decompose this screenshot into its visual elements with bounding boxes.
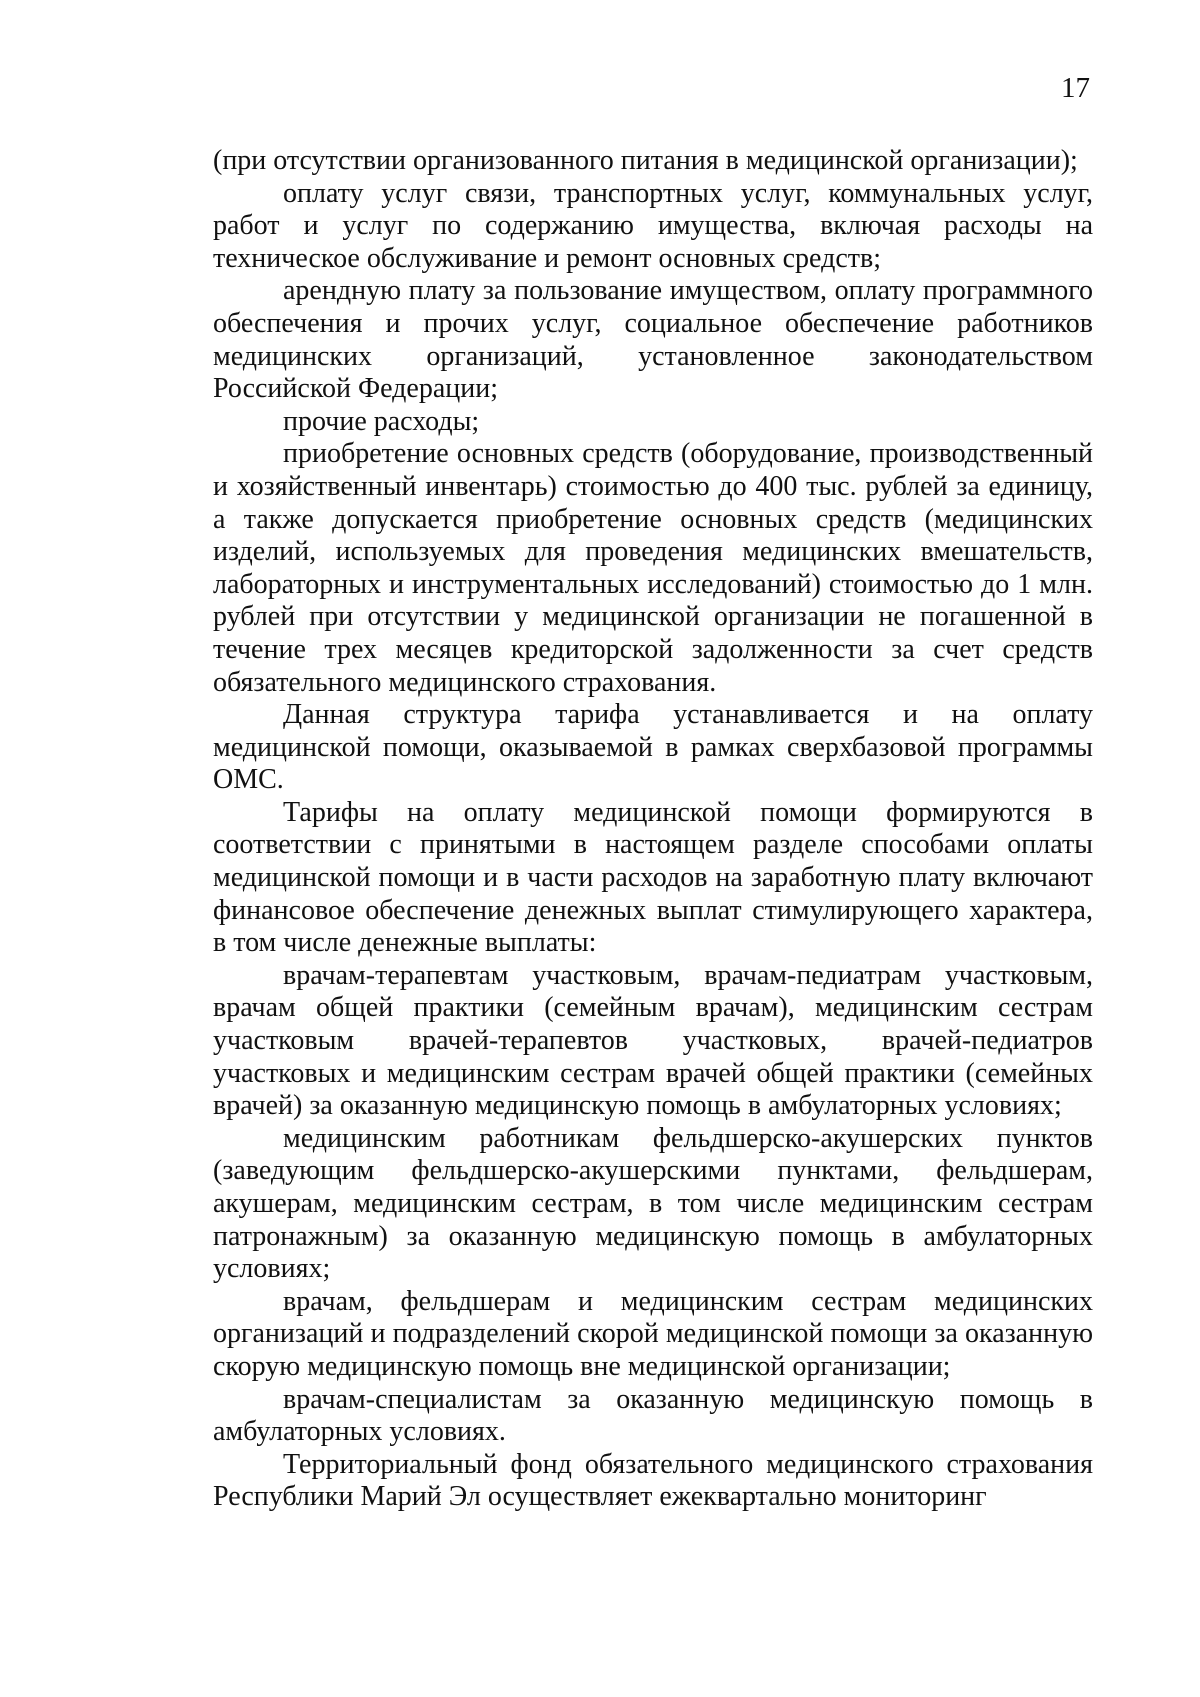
paragraph: приобретение основных средств (оборудование, производственный и хозяйственный инвентарь) стоимостью до 400 тыс. рублей за единицу, а также допускается приобретение основных средств (медицинских изделий, используемых для проведения медицинских вмешательств, лабораторных и инструментальных исследований) стоимостью до 1 млн. рублей при отсутствии у медицинской организации не погашенной в течение трех месяцев кредиторской задолженности за счет средств обязательного медицинского страхования. [213, 438, 1093, 698]
paragraph: Территориальный фонд обязательного медицинского страхования Республики Марий Эл осуществляет ежеквартально мониторинг [213, 1448, 1093, 1513]
paragraph: медицинским работникам фельдшерско-акушерских пунктов (заведующим фельдшерско-акушерскими пунктами, фельдшерам, акушерам, медицинским сестрам, в том числе медицинским сестрам патронажным) за оказанную медицинскую помощь в амбулаторных условиях; [213, 1122, 1093, 1285]
document-body [213, 145, 1093, 1514]
paragraph: арендную плату за пользование имуществом, оплату программного обеспечения и прочих услуг, социальное обеспечение работников медицинских организаций, установленное законодательством Российской Федерации; [213, 275, 1093, 405]
paragraph: оплату услуг связи, транспортных услуг, коммунальных услуг, работ и услуг по содержанию имущества, включая расходы на техническое обслуживание и ремонт основных средств; [213, 177, 1093, 274]
paragraph: (при отсутствии организованного питания в медицинской организации); [213, 145, 1078, 176]
paragraph: Данная структура тарифа устанавливается и на оплату медицинской помощи, оказываемой в рамках сверхбазовой программы ОМС. [213, 699, 1093, 796]
paragraph: врачам-специалистам за оказанную медицинскую помощь в амбулаторных условиях. [213, 1383, 1093, 1448]
paragraph: врачам-терапевтам участковым, врачам-педиатрам участковым, врачам общей практики (семейным врачам), медицинским сестрам участковым врачей-терапевтов участковых, врачей-педиатров участковых и медицинским сестрам врачей общей практики (семейных врачей) за оказанную медицинскую помощь в амбулаторных условиях; [213, 959, 1093, 1122]
paragraph: врачам, фельдшерам и медицинским сестрам медицинских организаций и подразделений скорой медицинской помощи за оказанную скорую медицинскую помощь вне медицинской организации; [213, 1285, 1093, 1382]
paragraph: прочие расходы; [283, 405, 480, 437]
paragraph: Тарифы на оплату медицинской помощи формируются в соответствии с принятыми в настоящем разделе способами оплаты медицинской помощи и в части расходов на заработную плату включают финансовое обеспечение денежных выплат стимулирующего характера, в том числе денежные выплаты: [213, 796, 1093, 959]
page-number: 17 [1061, 72, 1090, 104]
